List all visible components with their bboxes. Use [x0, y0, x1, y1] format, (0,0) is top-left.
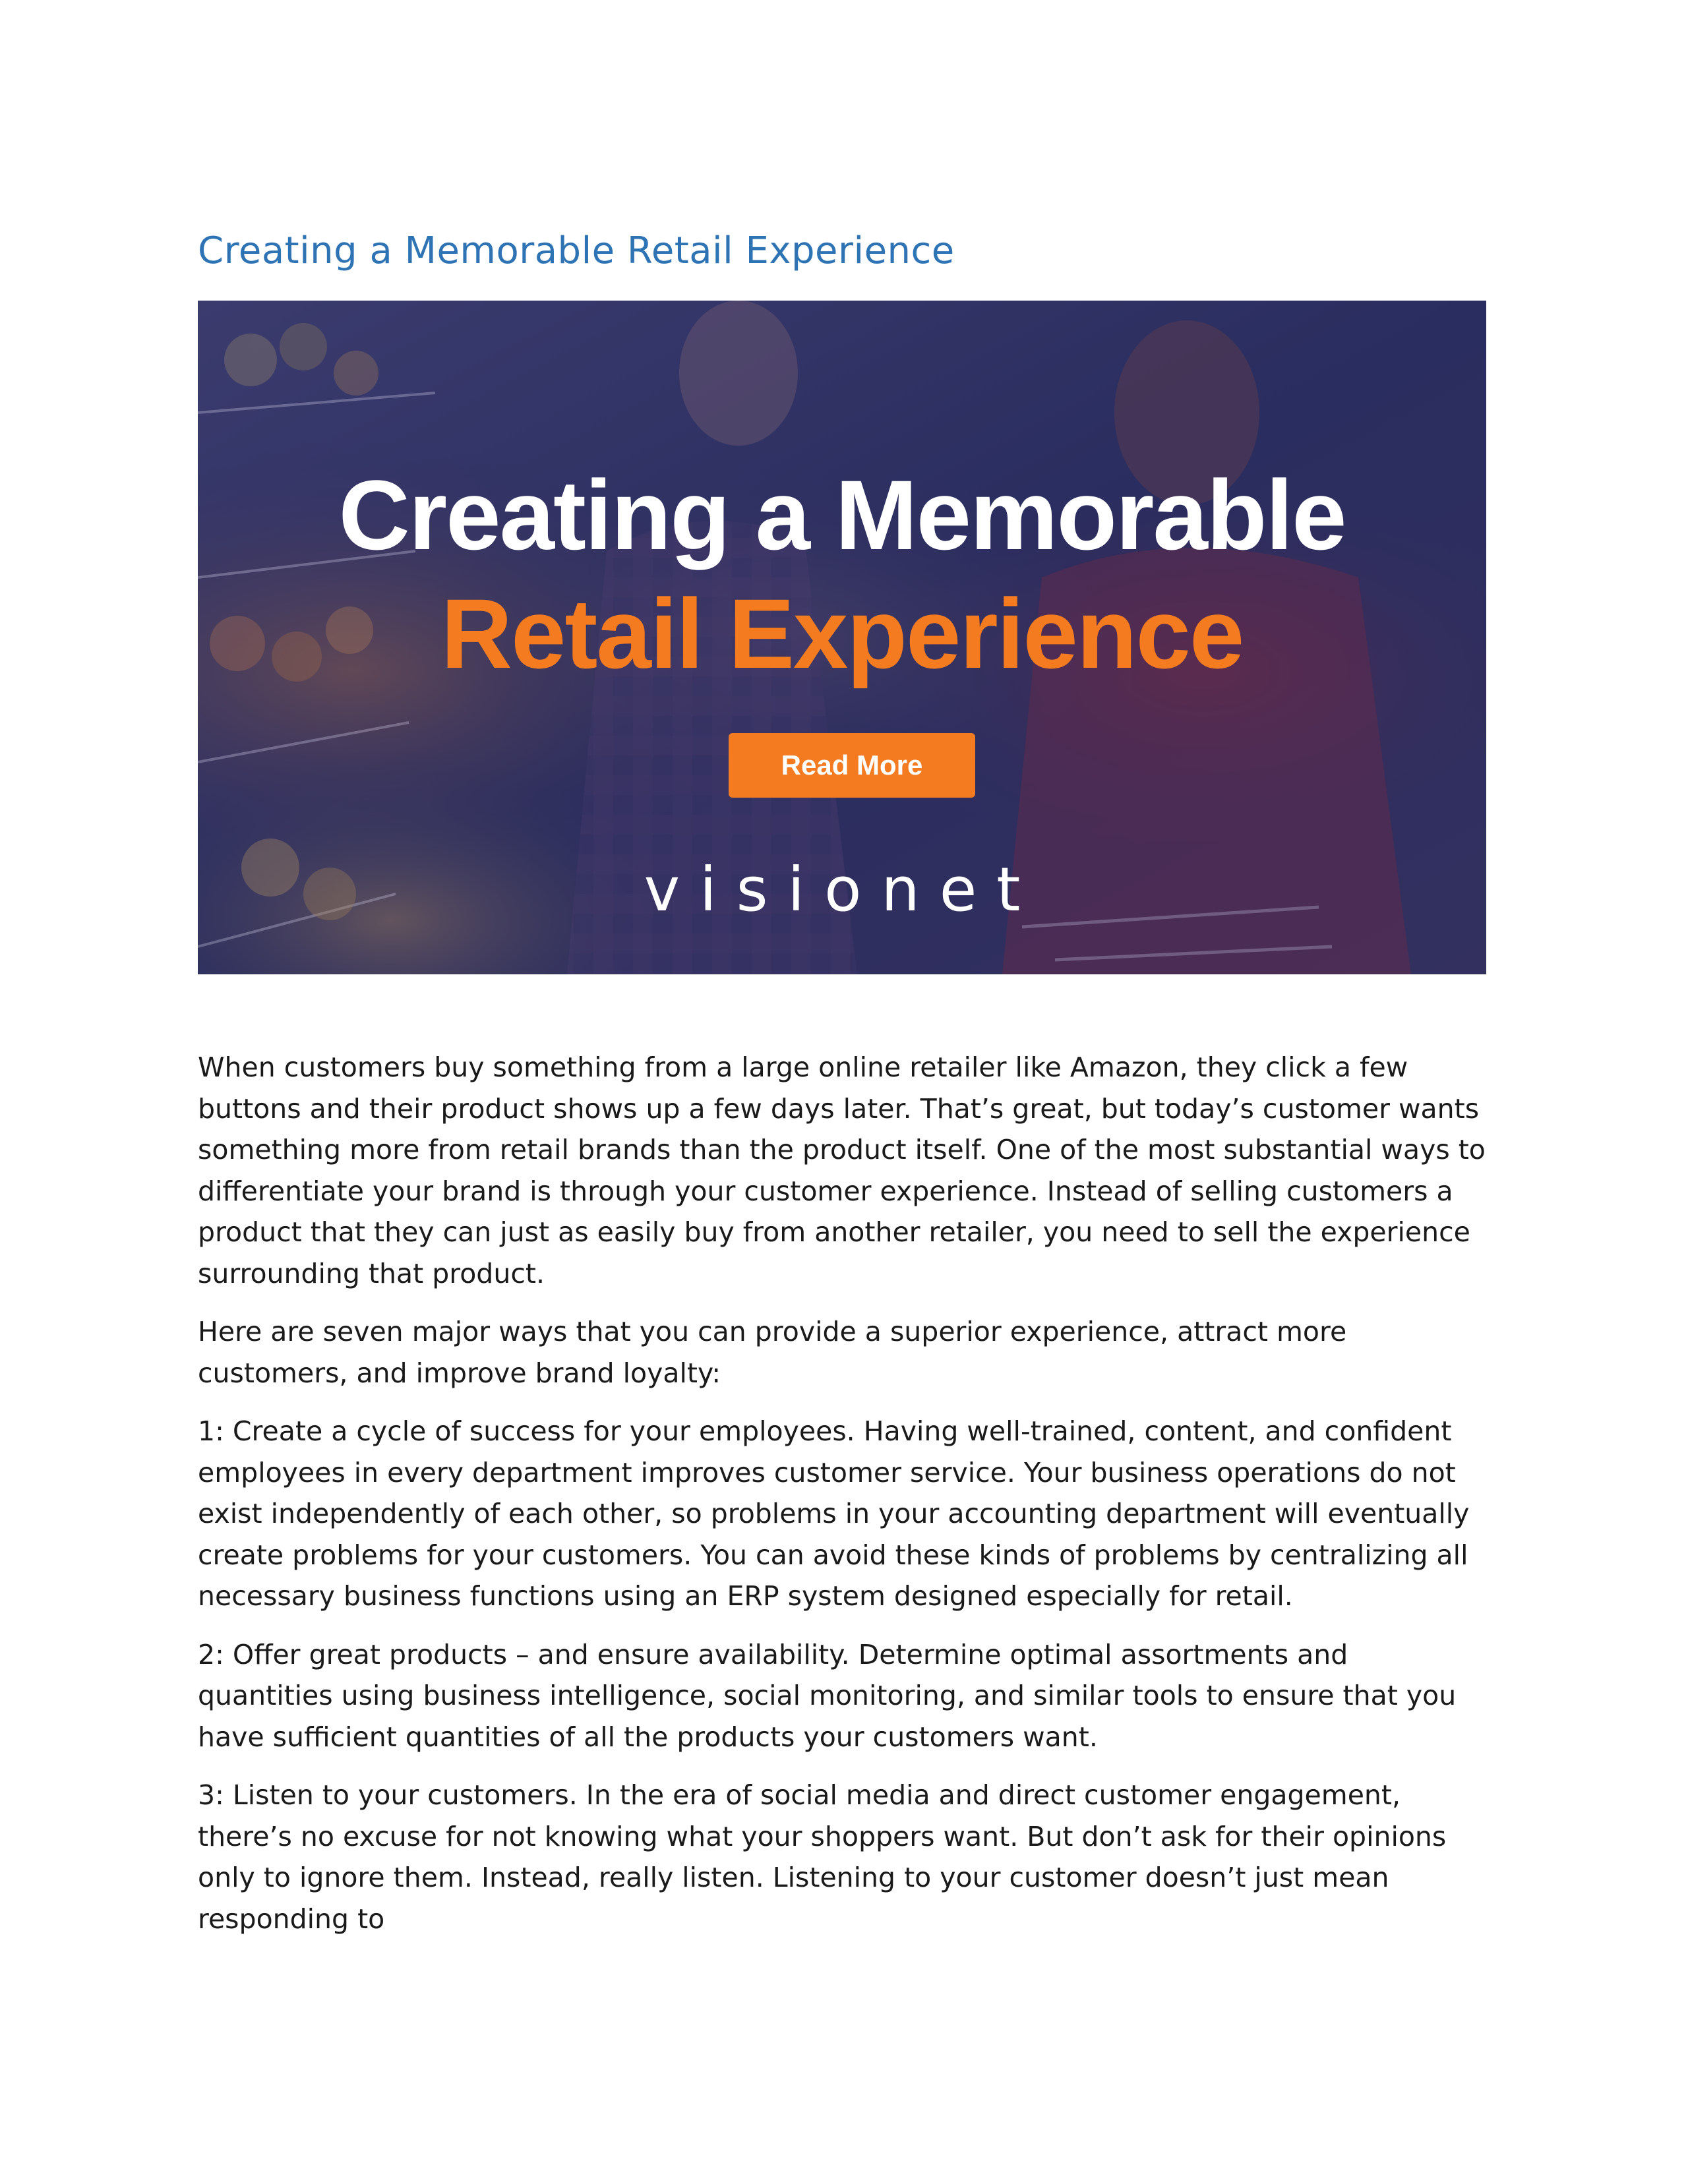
visionet-logo: visionet — [644, 854, 1040, 925]
read-more-button[interactable]: Read More — [729, 733, 975, 798]
banner-title-line-2: Retail Experience — [440, 578, 1244, 689]
body-paragraph: 3: Listen to your customers. In the era of social media and direct customer engagement, there’s no excuse for not knowing what your shoppers want. But don’t ask for their opinions only to ignore them. Instead, really listen. Listening to your customer doesn’t just mean responding to — [198, 1779, 1447, 1935]
hero-banner — [198, 301, 1486, 974]
banner-title-line-1: Creating a Memorable — [338, 459, 1346, 570]
body-paragraph: When customers buy something from a large online retailer like Amazon, they click a few buttons and their product shows up a few days later. That’s great, but today’s customer wants something more from retail brands than the product itself. One of the most substantial ways to differentiate your brand is through your customer experience. Instead of selling customers a product that they can just as easily buy from another retailer, you need to sell the experience surrounding that product. — [198, 1051, 1486, 1289]
body-paragraph: 1: Create a cycle of success for your employees. Having well-trained, content, and confident employees in every department improves customer service. Your business operations do not exist independently of each other, so problems in your accounting department will eventually create problems for your customers. You can avoid these kinds of problems by centralizing all necessary business functions using an ERP system designed especially for retail. — [198, 1415, 1470, 1612]
body-paragraph: Here are seven major ways that you can provide a superior experience, attract more customers, and improve brand loyalty: — [198, 1316, 1347, 1389]
document-heading: Creating a Memorable Retail Experience — [198, 229, 955, 272]
article-body — [198, 1047, 1490, 1957]
body-paragraph: 2: Offer great products – and ensure availability. Determine optimal assortments and quantities using business intelligence, social monitoring, and similar tools to ensure that you have sufficient quantities of all the products your customers want. — [198, 1638, 1457, 1753]
